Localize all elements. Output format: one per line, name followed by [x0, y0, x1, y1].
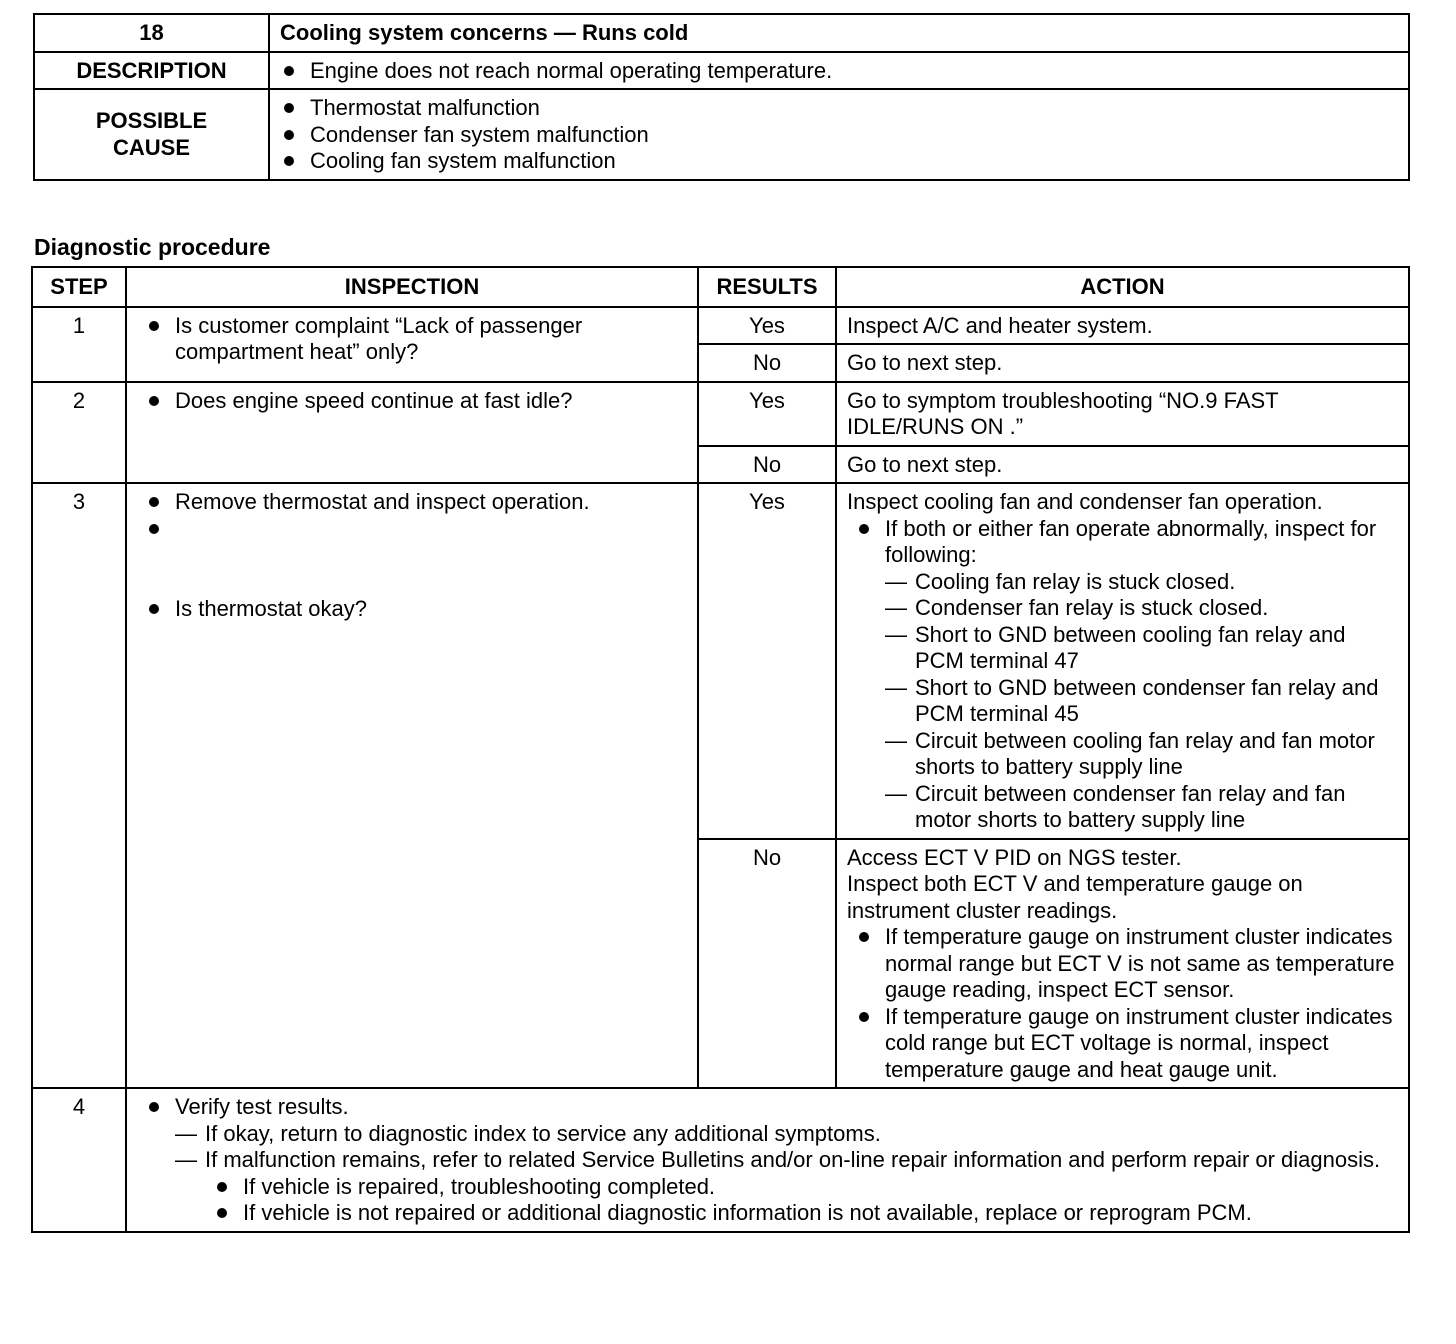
- inspection-cell: Is customer complaint “Lack of passenger compartment heat” only?: [126, 307, 698, 382]
- list-item: — If malfunction remains, refer to related Service Bulletins and/or on-line repair information and perform repair or diagnosis. If vehicle is repaired, troubleshooting completed. If vehicle is not repaired or additional diagnostic information is not available, replace or reprogram PCM.: [175, 1147, 1398, 1227]
- inspection-cell: Remove thermostat and inspect operation. Is thermostat okay?: [126, 483, 698, 1088]
- list-item: — Circuit between cooling fan relay and fan motor shorts to battery supply line: [885, 728, 1398, 781]
- description-cell: [269, 52, 1409, 90]
- inspection-header: INSPECTION: [126, 267, 698, 307]
- action-cell: Go to symptom troubleshooting “NO.9 FAST IDLE/RUNS ON .”: [836, 382, 1409, 446]
- list-item: If temperature gauge on instrument cluster indicates cold range but ECT voltage is normal, inspect temperature gauge and heat gauge unit.: [847, 1004, 1398, 1084]
- action-cell: Go to next step.: [836, 344, 1409, 382]
- result-yes: Yes: [698, 382, 836, 446]
- step-header: STEP: [32, 267, 126, 307]
- summary-header-row: [34, 14, 1409, 52]
- symptom-number: 18: [34, 14, 269, 52]
- action-cell: Access ECT V PID on NGS tester. Inspect both ECT V and temperature gauge on instrument cluster readings. If temperature gauge on instrument cluster indicates normal range but ECT V is not same as temperature gauge reading, inspect ECT sensor. If temperature gauge on instrument cluster indicates cold range but ECT voltage is normal, inspect temperature gauge and heat gauge unit.: [836, 839, 1409, 1089]
- list-item: — Cooling fan relay is stuck closed.: [885, 569, 1398, 596]
- result-yes: Yes: [698, 483, 836, 839]
- list-item: — Short to GND between cooling fan relay and PCM terminal 47: [885, 622, 1398, 675]
- result-no: No: [698, 839, 836, 1089]
- possible-cause-label: POSSIBLE CAUSE: [34, 89, 269, 180]
- list-item: — Short to GND between condenser fan relay and PCM terminal 45: [885, 675, 1398, 728]
- diagnostic-procedure-table: [31, 266, 1410, 1233]
- result-no: No: [698, 344, 836, 382]
- diagnostic-procedure-heading: Diagnostic procedure: [34, 234, 271, 260]
- list-item: If vehicle is not repaired or additional diagnostic information is not available, replace or reprogram PCM.: [205, 1200, 1398, 1227]
- cause-item: Condenser fan system malfunction: [280, 122, 1398, 149]
- symptom-summary-table: [33, 13, 1410, 181]
- action-header: ACTION: [836, 267, 1409, 307]
- step-number: 3: [32, 483, 126, 1088]
- result-yes: Yes: [698, 307, 836, 345]
- action-cell: Go to next step.: [836, 446, 1409, 484]
- table-header-row: [32, 267, 1409, 307]
- step-number: 1: [32, 307, 126, 382]
- symptom-title: Cooling system concerns — Runs cold: [269, 14, 1409, 52]
- description-label: DESCRIPTION: [34, 52, 269, 90]
- results-header: RESULTS: [698, 267, 836, 307]
- list-item: If temperature gauge on instrument cluster indicates normal range but ECT V is not same as temperature gauge reading, inspect ECT sensor.: [847, 924, 1398, 1004]
- table-row: [32, 307, 1409, 345]
- list-item: — If okay, return to diagnostic index to service any additional symptoms.: [175, 1121, 1398, 1148]
- table-row: [32, 382, 1409, 446]
- description-row: [34, 52, 1409, 90]
- possible-cause-row: [34, 89, 1409, 180]
- inspection-cell: Verify test results. — If okay, return to diagnostic index to service any additional symptoms. — If malfunction remains, refer to related Service Bulletins and/or on-line repair information and perform repair or diagnosis. If vehicle is repaired, troubleshooting completed. If vehicle is not repaired or additional diagnostic information is not available, replace or reprogram PCM.: [126, 1088, 1409, 1232]
- action-cell: Inspect cooling fan and condenser fan operation. If both or either fan operate abnormally, inspect for following: — Cooling fan relay is stuck closed. — Condenser fan relay is stuck closed. — Short to GND between cooling fan relay and PCM terminal 47 — Short to GND between condenser fan relay and PCM terminal 45 — Circuit between cooling fan relay and fan motor shorts to battery supply line — Circuit between condenser fan relay and fan motor shorts to battery supply line: [836, 483, 1409, 839]
- table-row: [32, 483, 1409, 839]
- cause-item: Cooling fan system malfunction: [280, 148, 1398, 175]
- description-text: Engine does not reach normal operating temperature.: [280, 58, 1398, 85]
- table-row: [32, 1088, 1409, 1232]
- possible-cause-list: [269, 89, 1409, 180]
- step-number: 4: [32, 1088, 126, 1232]
- cause-item: Thermostat malfunction: [280, 95, 1398, 122]
- result-no: No: [698, 446, 836, 484]
- list-item: — Condenser fan relay is stuck closed.: [885, 595, 1398, 622]
- action-cell: Inspect A/C and heater system.: [836, 307, 1409, 345]
- list-item: If vehicle is repaired, troubleshooting completed.: [205, 1174, 1398, 1201]
- list-item: — Circuit between condenser fan relay and fan motor shorts to battery supply line: [885, 781, 1398, 834]
- inspection-cell: Does engine speed continue at fast idle?: [126, 382, 698, 484]
- step-number: 2: [32, 382, 126, 484]
